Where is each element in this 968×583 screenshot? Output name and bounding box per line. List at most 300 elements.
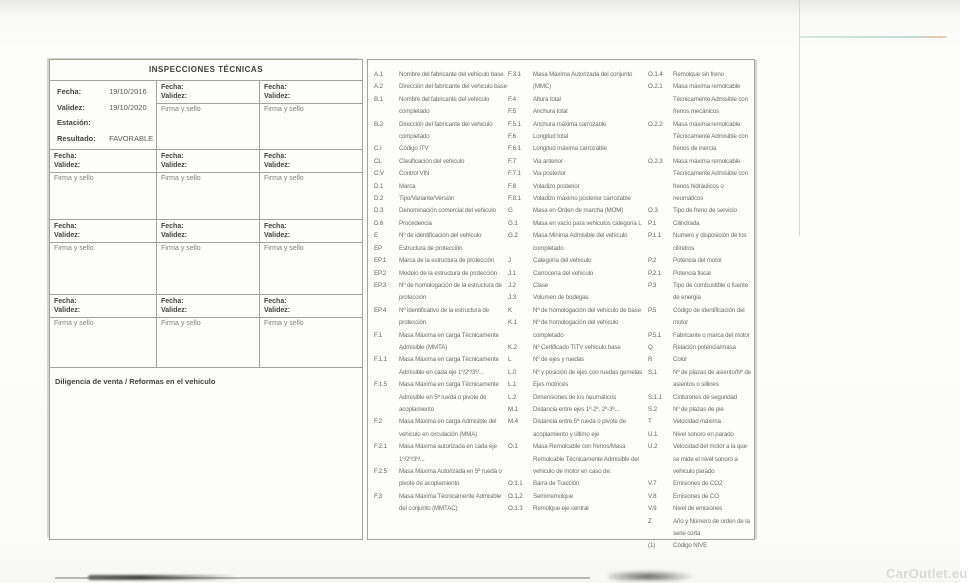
- legend-code: G.1: [508, 219, 518, 227]
- stamp-fecha-label: Fecha:: [264, 153, 287, 160]
- legend-code: (1): [648, 542, 656, 550]
- legend-column-1: [374, 69, 508, 539]
- legend-desc: Masa Remolcable con frenos/Masa Remolcable Técnicamente Admisible del vehiculo de motor en caso de:: [533, 443, 639, 475]
- stamp-fecha-label: Fecha:: [264, 223, 287, 230]
- legend-entry: [648, 268, 751, 280]
- legend-desc: Voladizo máximo posterior carrozable: [533, 195, 631, 203]
- legend-code: F.7.1: [508, 170, 521, 178]
- legend-desc: Altura total: [533, 95, 561, 103]
- stamp-cell: [156, 295, 259, 367]
- legend-entry: [508, 280, 648, 292]
- legend-entry: [508, 69, 648, 94]
- legend-desc: Ejes motrices: [533, 381, 569, 389]
- legend-entry: [374, 268, 508, 280]
- legend-code: V.9: [648, 505, 657, 513]
- legend-desc: Masa Máxima autorizada en cada eje 1º/2º/3º/...: [399, 443, 497, 463]
- legend-entry: [648, 540, 751, 552]
- legend-desc: Numero y disposición de los cilindros: [673, 232, 747, 252]
- stamp-validez-label: Validez:: [161, 232, 188, 239]
- firma-y-sello-label: Firma y sello: [161, 320, 201, 327]
- firma-y-sello-label: Firma y sello: [264, 175, 304, 182]
- legend-desc: Anchura máxima carrozable: [533, 120, 607, 128]
- legend-entry: [374, 255, 508, 267]
- legend-code: F.5: [508, 108, 516, 116]
- legend-code: O.1.2: [508, 492, 523, 500]
- resultado-field: [57, 134, 156, 143]
- legend-code: S.2: [648, 405, 657, 413]
- firma-y-sello-label: Firma y sello: [161, 106, 201, 113]
- legend-entry: [374, 243, 508, 255]
- fecha-label: Fecha:: [57, 87, 82, 96]
- legend-entry: [374, 143, 508, 155]
- stamp-header: [260, 295, 362, 318]
- legend-desc: Modelo de la estructura de protección: [399, 269, 497, 277]
- legend-desc: Nº de homologación del vehiculo completado: [533, 319, 619, 339]
- legend-desc: Cinturones de seguridad: [673, 393, 737, 401]
- legend-desc: Nivel de emisiones: [673, 505, 723, 513]
- firma-y-sello-label: Firma y sello: [54, 245, 94, 252]
- legend-desc: Marca: [399, 182, 416, 190]
- legend-entry: [508, 379, 648, 391]
- stamp-fecha-label: Fecha:: [161, 153, 184, 160]
- stamp-validez-label: Validez:: [264, 232, 291, 239]
- legend-code: D.6: [374, 219, 384, 227]
- legend-code: G.2: [508, 232, 518, 240]
- stamp-header: [260, 150, 362, 173]
- legend-desc: Masa Máxima Técnicamente Admisible del conjunto (MMTAC): [399, 492, 502, 513]
- legend-desc: Longitud máxima carrozable: [533, 145, 607, 153]
- legend-desc: Nombre del fabricante del vehiculo completado: [399, 95, 490, 116]
- legend-desc: Distancia entre 5ª rueda o pivote de acoplamiento y último eje: [533, 418, 626, 438]
- legend-desc: Categoría del vehiculo: [533, 257, 592, 265]
- legend-code: P.5: [648, 306, 657, 314]
- legend-entry: [648, 404, 751, 416]
- legend-desc: Nivel sonoro en parado: [673, 430, 734, 438]
- stamp-validez-label: Validez:: [161, 93, 188, 100]
- legend-desc: Anchura total: [533, 108, 568, 116]
- legend-desc: Denominación comercial del vehiculo: [399, 207, 496, 215]
- legend-code: G: [508, 207, 513, 215]
- legend-entry: [648, 81, 751, 118]
- stamp-validez-label: Validez:: [54, 232, 81, 239]
- firma-y-sello-label: Firma y sello: [54, 175, 94, 182]
- legend-desc: Color: [673, 356, 688, 364]
- legend-desc: Nombre del fabricante del vehiculo base: [399, 71, 504, 78]
- legend-code: C.I: [374, 145, 382, 153]
- legend-code: F.4: [508, 95, 516, 103]
- firma-y-sello-label: Firma y sello: [54, 320, 94, 327]
- legend-entry: [508, 168, 648, 180]
- legend-code: L.0: [508, 368, 517, 376]
- legend-desc: Masa Máxima Autorizada del conjunto (MMC): [533, 71, 633, 91]
- legend-desc: Masa Máxima en carga Técnicamente Admisible en cada eje 1º/2º/3º/...: [399, 356, 499, 376]
- legend-code: K.1: [508, 319, 517, 327]
- legend-code: O.2.3: [648, 157, 663, 165]
- legend-code: F.1.5: [374, 381, 387, 389]
- legend-desc: Año y Número de orden de la serie corta: [673, 517, 750, 538]
- legend-code: F.6: [508, 133, 516, 141]
- legend-desc: Carrocería del vehiculo: [533, 269, 594, 277]
- legend-entry: [374, 441, 508, 466]
- legend-entry: [508, 205, 648, 217]
- legend-entry: [508, 441, 648, 478]
- legend-desc: Nº de plazas de asiento/Nº de asientos o sillines: [673, 368, 751, 389]
- validez-label: Validez:: [57, 102, 85, 112]
- legend-code: V.7: [648, 480, 657, 488]
- validez-value: 19/10/2020: [109, 102, 147, 112]
- legend-desc: Masa máxima remolcable Técnicamente Admisible con frenos mecánicos: [673, 83, 748, 116]
- legend-entry: [648, 218, 751, 230]
- legend-code: O.1.1: [508, 480, 523, 488]
- legend-code: P.3: [648, 281, 657, 289]
- stamp-validez-label: Validez:: [161, 162, 188, 169]
- legend-desc: Masa Máxima en carga Técnicamente Admisible (MMTA): [399, 331, 499, 351]
- legend-code: F.7: [508, 157, 516, 165]
- stamp-fecha-label: Fecha:: [161, 223, 184, 230]
- legend-code: B.2: [374, 120, 383, 128]
- legend-desc: Masa máxima remolcable Técnicamente Admisible con frenos hidráulicos o neumáticos: [673, 157, 748, 203]
- legend-code: EP.4: [374, 306, 387, 314]
- legend-entry: [648, 255, 751, 267]
- legend-desc: Masa máxima remolcable Técnicamente Admisible con frenos de inercia: [673, 120, 748, 153]
- legend-entry: [374, 156, 508, 168]
- legend-desc: Procedencia: [399, 219, 432, 227]
- legend-entry: [508, 268, 648, 280]
- stamp-validez-label: Validez:: [264, 307, 291, 314]
- legend-code: U.1: [648, 430, 658, 438]
- inspections-row-1: [50, 81, 362, 150]
- inspections-row-4: [50, 295, 362, 368]
- legend-desc: Clasificación del vehiculo: [399, 157, 465, 165]
- legend-entry: [508, 416, 648, 441]
- inspections-row-2: [50, 150, 362, 220]
- diligencia-label: Diligencia de venta / Reformas en el vehiculo: [55, 377, 216, 386]
- legend-code: O.2.2: [648, 120, 663, 128]
- legend-code: F.5.1: [508, 120, 521, 128]
- stamp-fecha-label: Fecha:: [54, 298, 77, 305]
- legend-code: P.5.1: [648, 331, 662, 339]
- firma-y-sello-label: Firma y sello: [264, 320, 304, 327]
- legend-desc: Voladizo posterior: [533, 182, 580, 190]
- legend-code: O.1.4: [648, 71, 663, 78]
- legend-code: E: [374, 232, 379, 240]
- stamp-cell: [156, 81, 259, 149]
- stamp-cell: [259, 295, 362, 367]
- legend-entry: [648, 330, 751, 342]
- stamp-fecha-label: Fecha:: [54, 223, 77, 230]
- legend-entry: [374, 491, 508, 516]
- legend-desc: Código NIVE: [673, 542, 708, 550]
- stamp-fecha-label: Fecha:: [264, 298, 287, 305]
- legend-desc: Remolque sin freno: [673, 71, 724, 78]
- legend-entry: [648, 119, 751, 156]
- legend-desc: Via anterior: [533, 157, 563, 165]
- scan-artifact-dark-streak: [88, 575, 238, 580]
- legend-entry: [508, 342, 648, 354]
- legend-desc: Remolque eje central: [533, 505, 589, 513]
- legend-desc: Potencia fiscal: [673, 269, 711, 277]
- legend-entry: [648, 230, 751, 255]
- legend-entry: [374, 81, 508, 93]
- legend-entry: [508, 131, 648, 143]
- legend-code: D.1: [374, 182, 384, 190]
- legend-desc: Fabricante o marca del motor: [673, 331, 750, 339]
- legend-code: D.3: [374, 207, 384, 215]
- legend-entry: [374, 305, 508, 330]
- legend-desc: Barra de Tracción: [533, 480, 580, 488]
- stamp-validez-label: Validez:: [161, 307, 188, 314]
- legend-entry: [374, 181, 508, 193]
- legend-code: J.3: [508, 294, 516, 302]
- legend-entry: [508, 503, 648, 515]
- stamp-cell: [259, 150, 362, 219]
- legend-entry: [508, 392, 648, 404]
- stamp-cell: [50, 150, 156, 219]
- legend-column-2: [508, 69, 648, 539]
- stamp-fecha-label: Fecha:: [161, 298, 184, 305]
- legend-desc: Dimensiones de los neumáticos: [533, 393, 617, 401]
- legend-entry: [508, 230, 648, 255]
- legend-code: M.1: [508, 405, 519, 413]
- stamp-header: [260, 220, 362, 243]
- legend-code: EP.2: [374, 269, 387, 277]
- legend-code: S.1.1: [648, 393, 662, 401]
- legend-desc: Clase: [533, 281, 549, 289]
- resultado-label: Resultado:: [57, 133, 96, 143]
- legend-entry: [508, 404, 648, 416]
- fecha-field: [57, 87, 156, 96]
- legend-entry: [648, 69, 751, 81]
- legend-desc: Via posterior: [533, 170, 566, 178]
- legend-code: EP: [374, 244, 383, 252]
- legend-entry: [508, 354, 648, 366]
- legend-entry: [648, 416, 751, 428]
- legend-entry: [374, 330, 508, 355]
- legend-code: O.3: [648, 207, 658, 215]
- legend-code: P.2: [648, 257, 657, 265]
- legend-entry: [508, 94, 648, 106]
- stamp-header: [260, 81, 362, 104]
- legend-entry: [374, 379, 508, 416]
- inspection-result-cell: [50, 81, 156, 149]
- legend-entry: [508, 305, 648, 317]
- firma-y-sello-label: Firma y sello: [264, 106, 304, 113]
- legend-code: F.2.1: [374, 443, 387, 451]
- legend-code: C.V: [374, 170, 385, 178]
- legend-code: O.2.1: [648, 83, 663, 91]
- inspections-title: INSPECCIONES TÉCNICAS: [50, 60, 362, 81]
- legend-desc: Nº de homologación del vehiculo de base: [533, 306, 641, 314]
- legend-entry: [648, 156, 751, 206]
- legend-entry: [374, 205, 508, 217]
- legend-desc: Nº Certificado TITV vehiculo base: [533, 343, 621, 351]
- stamp-header: [157, 220, 259, 243]
- legend-desc: Masa en vacío para vehiculos categoría L: [533, 219, 642, 227]
- firma-y-sello-label: Firma y sello: [161, 245, 201, 252]
- legend-entry: [508, 106, 648, 118]
- legend-code: EP.3: [374, 281, 387, 289]
- legend-entry: [374, 193, 508, 205]
- legend-code: J.1: [508, 269, 516, 277]
- legend-entry: [508, 491, 648, 503]
- stamp-header: [50, 150, 156, 173]
- inspections-row-3: [50, 220, 362, 295]
- legend-entry: [508, 156, 648, 168]
- legend-entry: [374, 280, 508, 305]
- legend-code: CL: [374, 157, 382, 165]
- legend-code: L.2: [508, 393, 517, 401]
- legend-entry: [508, 317, 648, 342]
- legend-code: F.2.5: [374, 468, 387, 475]
- legend-entry: [648, 354, 751, 366]
- legend-code: U.2: [648, 443, 658, 451]
- legend-code: O.1.3: [508, 505, 523, 513]
- legend-desc: Tipo de combustible o fuente de energia: [673, 281, 749, 302]
- legend-desc: Relación potencia/masa: [673, 343, 736, 351]
- legend-desc: Nº identificativo de la estructura de protección: [399, 306, 489, 327]
- stamp-header: [50, 220, 156, 243]
- legend-desc: Código de identificación del motor: [673, 306, 745, 327]
- legend-entry: [648, 441, 751, 478]
- legend-desc: Masa Máxima en carga Admisible del vehiculo en circulación (MMA): [399, 418, 497, 438]
- legend-entry: [508, 181, 648, 193]
- legend-desc: Volumen de bodegas: [533, 294, 589, 302]
- firma-y-sello-label: Firma y sello: [264, 245, 304, 252]
- scan-artifact-teal-line: [800, 36, 947, 38]
- legend-entry: [648, 478, 751, 490]
- stamp-fecha-label: Fecha:: [264, 84, 287, 91]
- legend-desc: Masa en Orden de marcha (MOM): [533, 207, 624, 215]
- legend-entry: [374, 94, 508, 119]
- legend-desc: Tipo/Variante/Versión: [399, 195, 455, 203]
- stamp-validez-label: Validez:: [54, 162, 81, 169]
- legend-entry: [374, 466, 508, 491]
- legend-code: P.1.1: [648, 232, 662, 240]
- stamp-fecha-label: Fecha:: [54, 153, 77, 160]
- legend-desc: Emisiones de CO: [673, 492, 719, 500]
- legend-entry: [508, 367, 648, 379]
- legend-desc: Marca de la estructura de protección: [399, 257, 495, 265]
- stamp-cell: [156, 150, 259, 219]
- legend-entry: [374, 119, 508, 144]
- stamp-cell: [50, 220, 156, 294]
- stamp-cell: [156, 220, 259, 294]
- validez-field: [57, 103, 156, 112]
- legend-code: L.1: [508, 381, 517, 389]
- legend-entry: [508, 478, 648, 490]
- legend-code: T: [648, 418, 652, 426]
- stamp-validez-label: Validez:: [264, 162, 291, 169]
- legend-code: P.2.1: [648, 269, 662, 277]
- stamp-validez-label: Validez:: [264, 93, 291, 100]
- legend-entry: [508, 143, 648, 155]
- firma-y-sello-label: Firma y sello: [161, 175, 201, 182]
- legend-desc: Nº de identificación del vehiculo: [399, 232, 482, 240]
- legend-desc: Nº de homologación de la estructura de protección: [399, 281, 502, 302]
- legend-code: K: [508, 306, 513, 314]
- resultado-value: FAVORABLE: [109, 133, 154, 143]
- legend-desc: Código ITV: [399, 145, 429, 153]
- legend-desc: Distancia entre ejes 1º-2º, 2º-3º...: [533, 405, 620, 413]
- legend-entry: [648, 280, 751, 305]
- legend-panel: [367, 59, 755, 550]
- legend-desc: Longitud total: [533, 133, 569, 141]
- legend-desc: Emisiones de CO2: [673, 480, 723, 488]
- legend-code: V.8: [648, 492, 657, 500]
- legend-code: A.1: [374, 71, 383, 78]
- legend-entry: [648, 367, 751, 392]
- legend-code: J: [508, 257, 511, 265]
- legend-code: S.1: [648, 368, 657, 376]
- legend-entry: [374, 168, 508, 180]
- legend-code: M.4: [508, 418, 519, 426]
- legend-desc: Nº de plazas de pie: [673, 405, 724, 413]
- legend-desc: Cilindrada: [673, 219, 700, 227]
- legend-desc: Velocidad del motor a la que se mide el nivel sonoro a vehiculo parado: [673, 443, 747, 475]
- legend-entry: [648, 342, 751, 354]
- legend-entry: [374, 230, 508, 242]
- legend-entry: [648, 503, 751, 515]
- watermark: CarOutlet.eu: [886, 566, 968, 581]
- legend-desc: Estructura de protección: [399, 244, 463, 252]
- legend-entry: [648, 392, 751, 404]
- legend-code: R: [648, 356, 653, 364]
- legend-code: L: [508, 356, 512, 364]
- stamp-header: [50, 295, 156, 318]
- legend-code: F.3: [374, 492, 382, 500]
- fecha-value: 19/10/2016: [109, 87, 147, 96]
- legend-code: F.6.1: [508, 145, 521, 153]
- stamp-header: [157, 81, 259, 104]
- legend-code: Q: [648, 343, 653, 351]
- legend-entry: [508, 218, 648, 230]
- legend-entry: [508, 119, 648, 131]
- legend-code: F.2: [374, 418, 382, 426]
- legend-code: A.2: [374, 83, 383, 91]
- legend-entry: [648, 305, 751, 330]
- legend-entry: [648, 516, 751, 541]
- scan-artifact-smudge: [608, 570, 696, 581]
- stamp-cell: [259, 220, 362, 294]
- legend-entry: [508, 292, 648, 304]
- legend-code: K.2: [508, 343, 517, 351]
- legend-desc: Dirección del fabricante del vehiculo base: [399, 83, 507, 91]
- legend-code: F.3.1: [508, 71, 521, 78]
- stamp-validez-label: Validez:: [54, 307, 81, 314]
- legend-entry: [374, 69, 508, 81]
- legend-desc: Masa Máxima Autorizada en 5ª rueda o pivote de acoplamiento: [399, 468, 502, 488]
- legend-code: EP.1: [374, 257, 387, 265]
- legend-desc: Dirección del fabricante del vehiculo completado: [399, 120, 493, 141]
- legend-column-3: [648, 69, 751, 550]
- stamp-header: [157, 150, 259, 173]
- stamp-cell: [259, 81, 362, 149]
- legend-entry: [648, 491, 751, 503]
- legend-entry: [508, 255, 648, 267]
- legend-code: Z: [648, 517, 652, 525]
- stamp-fecha-label: Fecha:: [161, 84, 184, 91]
- legend-desc: Control VIN: [399, 170, 430, 178]
- legend-desc: Velocidad máxima: [673, 418, 721, 426]
- stamp-header: [157, 295, 259, 318]
- legend-desc: Masa Máxima en carga Técnicamente Admisible en 5ª rueda o pivote de acoplamiento: [399, 381, 499, 413]
- legend-desc: Masa Minima Admisible del vehiculo completado: [533, 232, 628, 252]
- legend-code: D.2: [374, 195, 384, 203]
- legend-code: O.1: [508, 443, 518, 451]
- legend-code: B.1: [374, 95, 383, 103]
- inspections-panel: [49, 59, 363, 540]
- legend-code: F.1: [374, 331, 382, 339]
